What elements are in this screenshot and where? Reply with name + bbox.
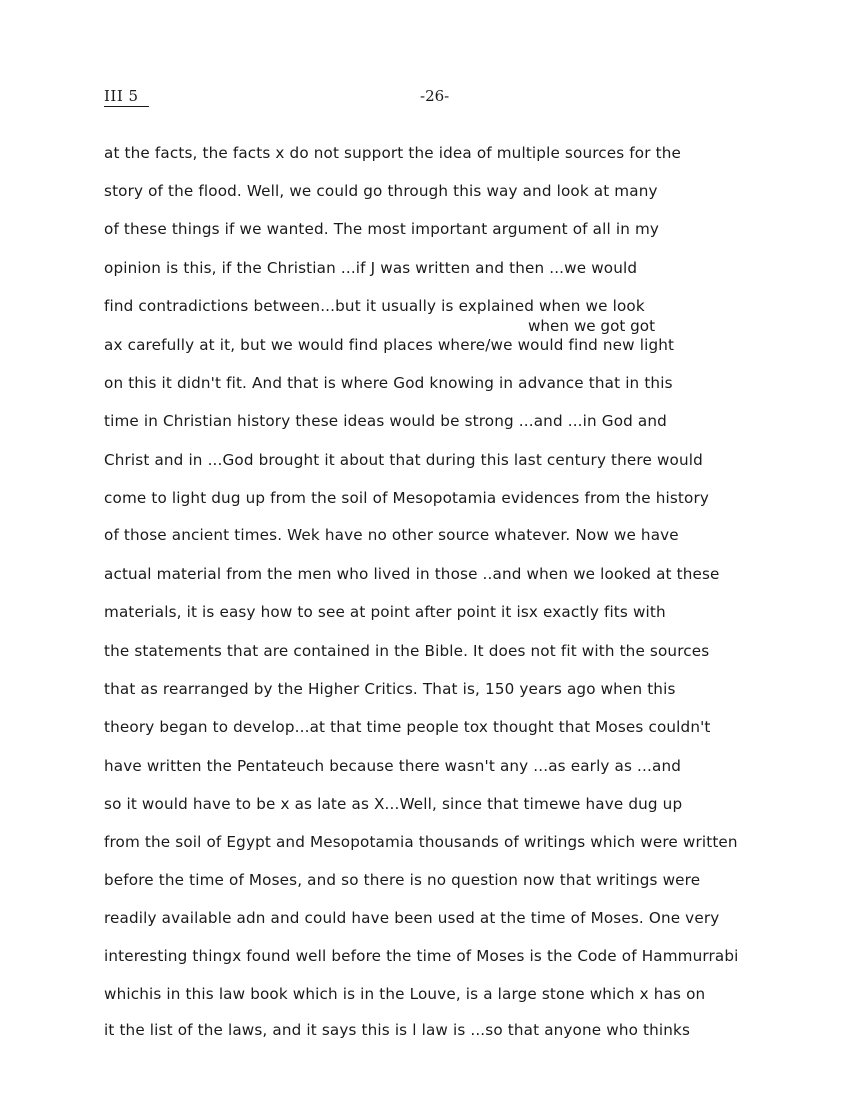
text-line: actual material from the men who lived in those ..and when we looked at these: [104, 565, 720, 583]
text-line: readily available adn and could have been used at the time of Moses. One very: [104, 909, 720, 927]
text-line: interesting thingx found well before the time of Moses is the Code of Hammurrabi: [104, 947, 739, 965]
text-line: so it would have to be x as late as X...Well, since that timewe have dug up: [104, 795, 683, 813]
text-line: before the time of Moses, and so there is no question now that writings were: [104, 871, 701, 889]
text-line: Christ and in ...God brought it about that during this last century there would: [104, 451, 703, 469]
text-line: ax carefully at it, but we would find places where/we would find new light: [104, 336, 675, 354]
text-line: the statements that are contained in the Bible. It does not fit with the sources: [104, 642, 710, 660]
page-number: -26-: [420, 87, 450, 105]
text-line: story of the flood. Well, we could go through this way and look at many: [104, 182, 658, 200]
text-line: time in Christian history these ideas would be strong ...and ...in God and: [104, 412, 667, 430]
section-label: III 5: [104, 86, 149, 107]
text-line: of those ancient times. Wek have no other source whatever. Now we have: [104, 526, 679, 544]
text-line: theory began to develop...at that time people tox thought that Moses couldn't: [104, 718, 711, 736]
text-line: opinion is this, if the Christian ...if J was written and then ...we would: [104, 259, 638, 277]
interlinear-correction: when we got got: [528, 317, 656, 335]
text-line: have written the Pentateuch because there wasn't any ...as early as ...and: [104, 757, 682, 775]
text-line: at the facts, the facts x do not support the idea of multiple sources for the: [104, 144, 681, 162]
text-line: it the list of the laws, and it says this is l law is ...so that anyone who thinks: [104, 1021, 691, 1039]
text-line: from the soil of Egypt and Mesopotamia thousands of writings which were written: [104, 833, 738, 851]
text-line: materials, it is easy how to see at point after point it isx exactly fits with: [104, 603, 666, 621]
text-line: come to light dug up from the soil of Mesopotamia evidences from the history: [104, 489, 710, 507]
text-line: on this it didn't fit. And that is where God knowing in advance that in this: [104, 374, 673, 392]
text-line: of these things if we wanted. The most important argument of all in my: [104, 220, 660, 238]
text-line: that as rearranged by the Higher Critics. That is, 150 years ago when this: [104, 680, 676, 698]
text-line: whichis in this law book which is in the Louve, is a large stone which x has on: [104, 985, 706, 1003]
text-line: find contradictions between...but it usually is explained when we look: [104, 297, 645, 315]
